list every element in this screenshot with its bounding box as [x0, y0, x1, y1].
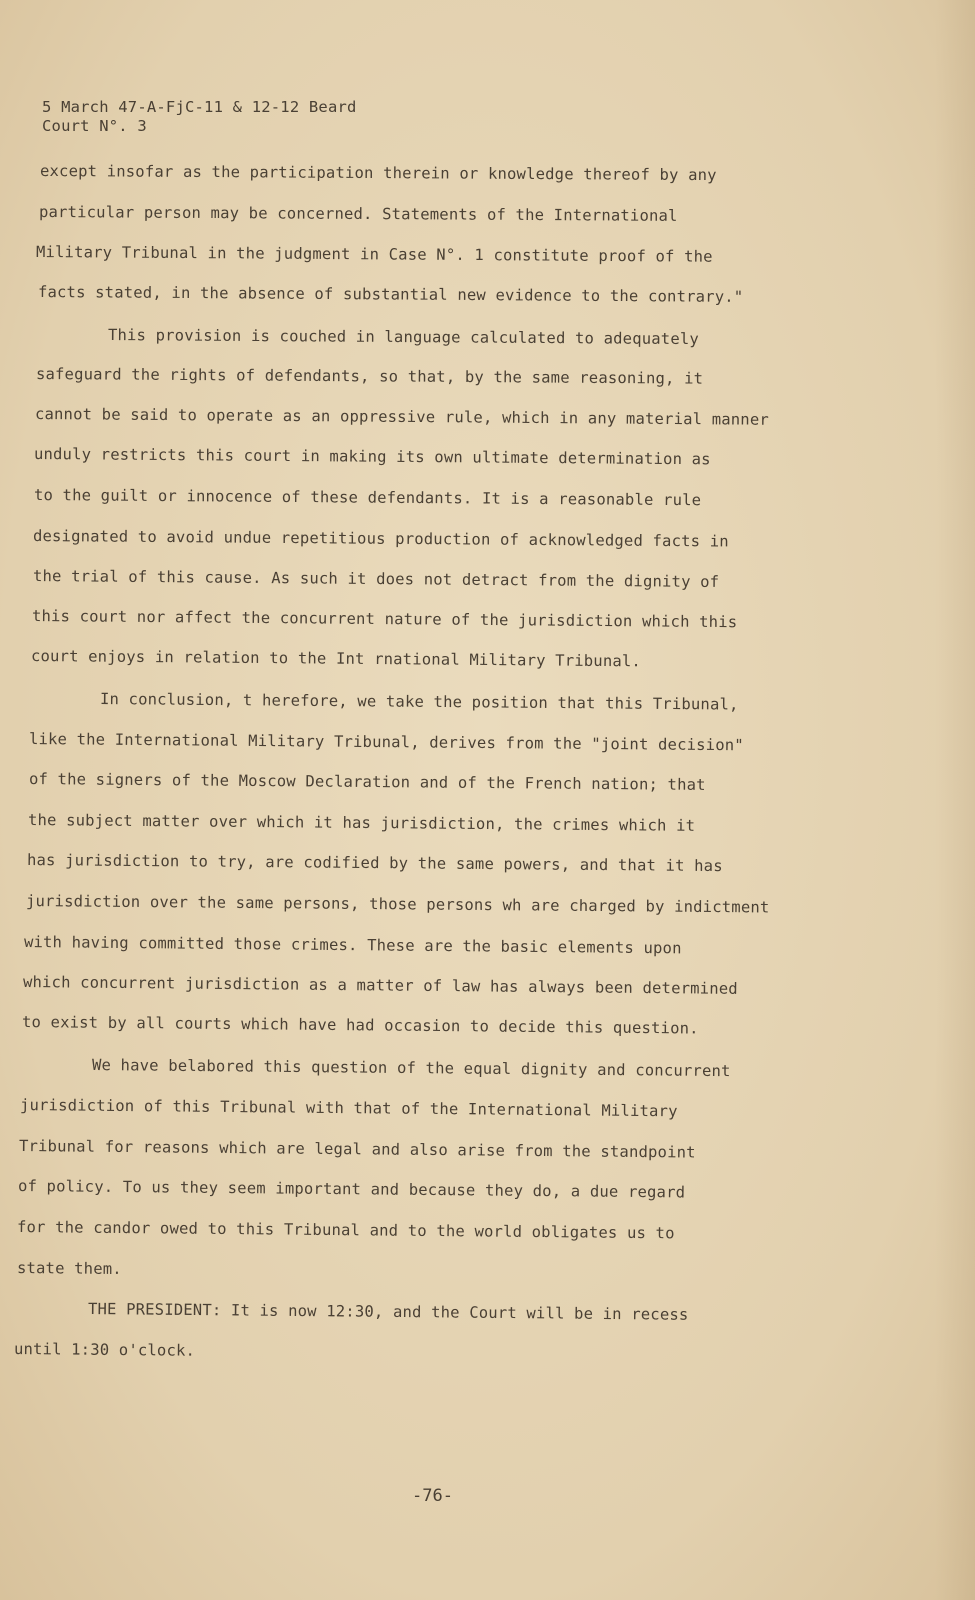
text-line: jurisdiction of this Tribunal with that of the International Military — [19, 1096, 678, 1121]
text-line: cannot be said to operate as an oppressive rule, which in any material manner — [34, 405, 770, 429]
text-line: with having committed those crimes. These are the basic elements upon — [23, 933, 682, 958]
text-line: This provision is couched in language calculated to adequately — [107, 326, 700, 349]
text-line: has jurisdiction to try, are codified by the same powers, and that it has — [26, 851, 723, 876]
text-line: particular person may be concerned. Statements of the International — [38, 203, 678, 225]
text-line: the subject matter over which it has jurisdiction, the crimes which it — [27, 811, 696, 835]
text-line: state them. — [16, 1259, 122, 1279]
header-date-line: 5 March 47-A-FjC-11 & 12-12 Beard — [42, 98, 357, 116]
text-line: facts stated, in the absence of substantial new evidence to the contrary." — [37, 283, 744, 306]
text-line: jurisdiction over the same persons, those persons wh are charged by indictment — [25, 892, 770, 917]
text-line: the trial of this cause. As such it does not detract from the dignity of — [32, 567, 720, 591]
text-line: for the candor owed to this Tribunal and to the world obligates us to — [16, 1218, 675, 1243]
text-line: to the guilt or innocence of these defendants. It is a reasonable rule — [33, 486, 702, 510]
text-line: designated to avoid undue repetitious production of acknowledged facts in — [32, 527, 729, 551]
text-line: unduly restricts this court in making its own ultimate determination as — [33, 445, 711, 469]
text-line: We have belabored this question of the equal dignity and concurrent — [91, 1056, 731, 1081]
text-line: Tribunal for reasons which are legal and also arise from the standpoint — [18, 1137, 696, 1162]
text-line: this court nor affect the concurrent nature of the jurisdiction which this — [31, 607, 738, 632]
text-line: THE PRESIDENT: It is now 12:30, and the Court will be in recess — [87, 1300, 689, 1324]
header-court-line: Court N°. 3 — [42, 117, 147, 135]
text-line: to exist by all courts which have had occasion to decide this question. — [21, 1013, 699, 1038]
text-line: of policy. To us they seem important and because they do, a due regard — [17, 1177, 686, 1202]
text-line: safeguard the rights of defendants, so that, by the same reasoning, it — [35, 365, 704, 388]
text-line: Military Tribunal in the judgment in Case N°. 1 constitute proof of the — [35, 243, 713, 266]
text-line: of the signers of the Moscow Declaration and of the French nation; that — [28, 770, 706, 794]
text-line: which concurrent jurisdiction as a matter of law has always been determined — [22, 973, 738, 998]
page-number: -76- — [412, 1486, 453, 1506]
text-line: until 1:30 o'clock. — [13, 1340, 196, 1360]
text-line: like the International Military Tribunal, derives from the "joint decision" — [28, 730, 744, 755]
text-line: except insofar as the participation therein or knowledge thereof by any — [39, 162, 717, 185]
text-line: court enjoys in relation to the Int rnational Military Tribunal. — [30, 647, 642, 671]
text-line: In conclusion, t herefore, we take the position that this Tribunal, — [99, 690, 739, 714]
